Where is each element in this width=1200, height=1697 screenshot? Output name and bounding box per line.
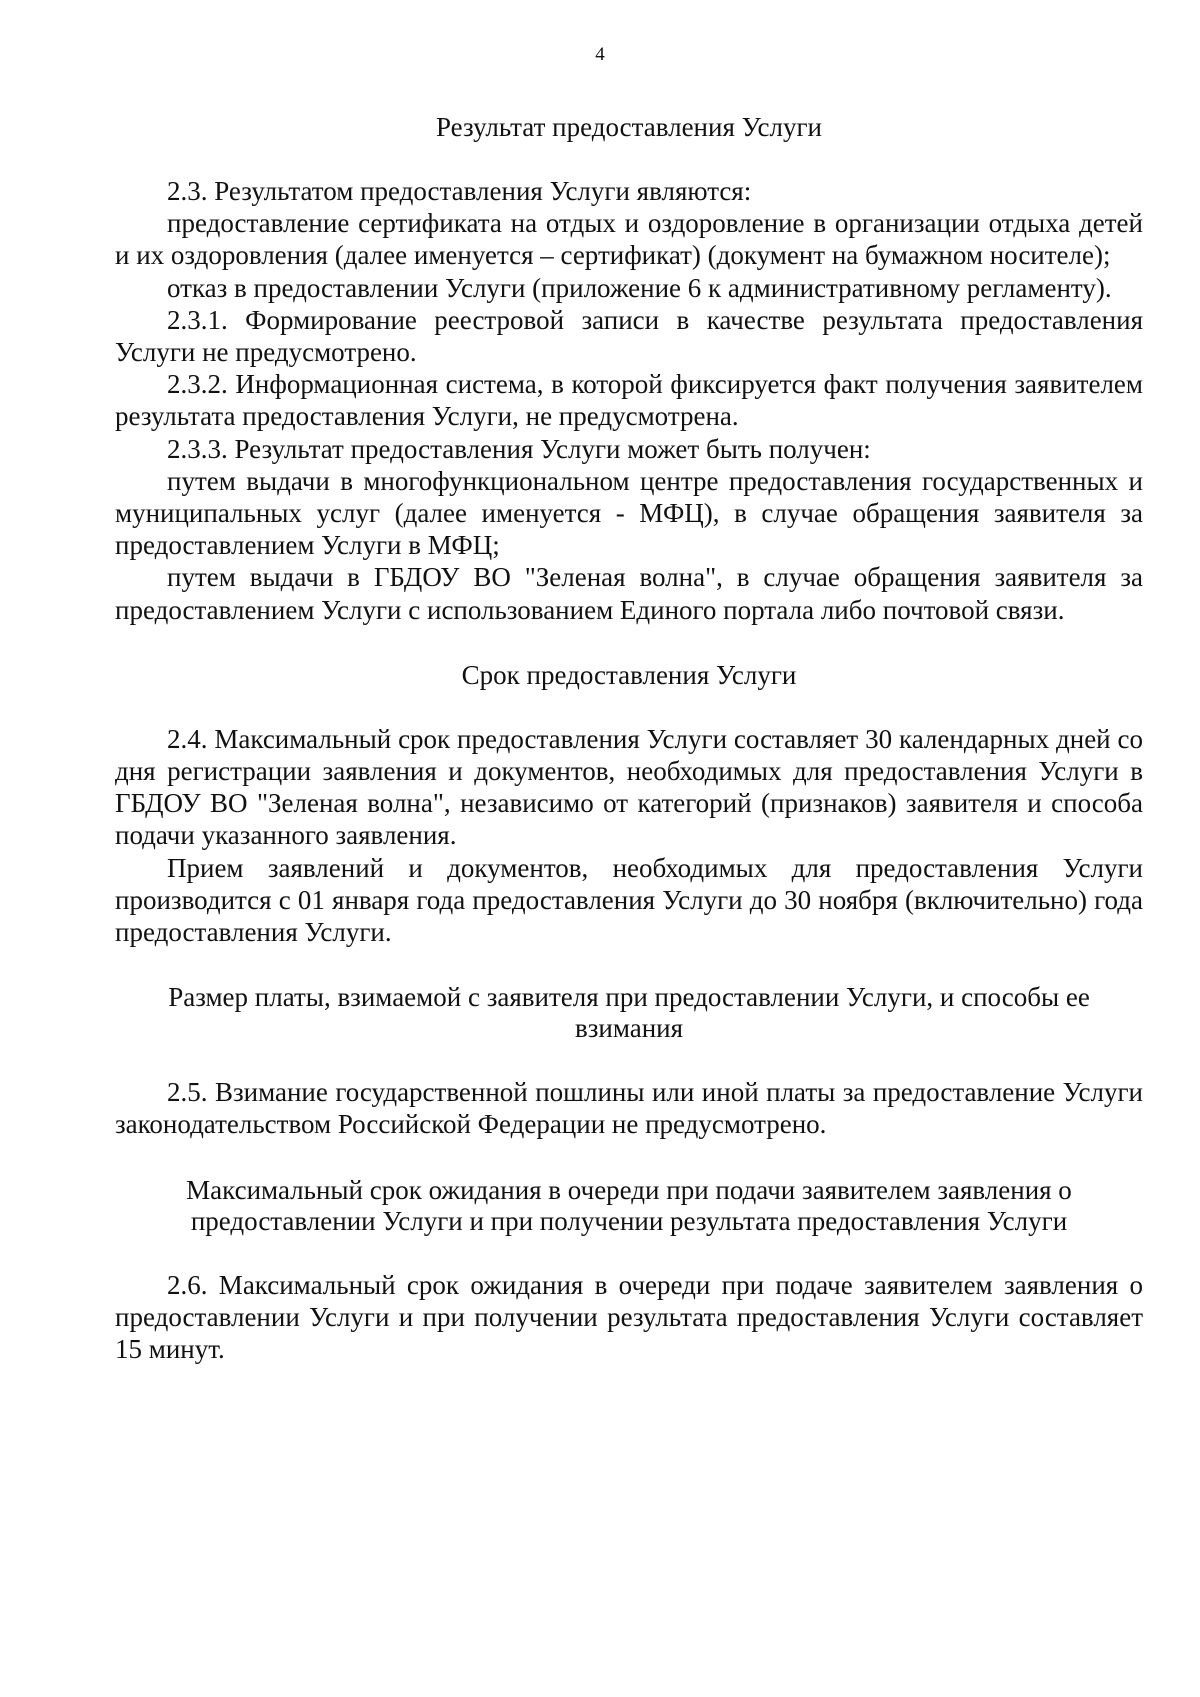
paragraph-2-3-3: 2.3.3. Результат предоставления Услуги может быть получен: <box>167 433 871 464</box>
paragraph-2-4: 2.4. Максимальный срок предоставления Услуги составляет 30 календарных дней со дня регистрации заявления и документов, необходимых для предоставления Услуги в ГБДОУ ВО "Зеленая волна", независимо от категорий (признаков) заявителя и способа подачи указанного заявления. <box>115 723 1143 851</box>
section-heading-term: Срок предоставления Услуги <box>461 659 797 690</box>
section-heading-result: Результат предоставления Услуги <box>436 112 822 142</box>
paragraph-gbdou-delivery: путем выдачи в ГБДОУ ВО "Зеленая волна", в случае обращения заявителя за предоставлением Услуги с использованием Единого портала либо почтовой связи. <box>115 562 1143 625</box>
paragraph-mfc-delivery: путем выдачи в многофункциональном центре предоставления государственных и муниципальных услуг (далее именуется - МФЦ), в случае обращения заявителя за предоставлением Услуги в МФЦ; <box>115 465 1143 561</box>
paragraph-2-3: 2.3. Результатом предоставления Услуги являются: <box>167 176 752 206</box>
section-heading-queue: Максимальный срок ожидания в очереди при подачи заявителем заявления о предоставлении Услуги и при получении результата предоставления Услуги <box>186 1174 1072 1236</box>
paragraph-2-6: 2.6. Максимальный срок ожидания в очереди при подаче заявителем заявления о предоставлении Услуги и при получении результата предоставления Услуги составляет 15 минут. <box>115 1269 1143 1365</box>
paragraph-2-3-1: 2.3.1. Формирование реестровой записи в качестве результата предоставления Услуги не предусмотрено. <box>115 304 1143 368</box>
paragraph-application-period: Прием заявлений и документов, необходимых для предоставления Услуги производится с 01 января года предоставления Услуги до 30 ноября (включительно) года предоставления Услуги. <box>115 852 1143 948</box>
paragraph-certificate: предоставление сертификата на отдых и оздоровление в организации отдыха детей и их оздоровления (далее именуется – сертификат) (документ на бумажном носителе); <box>115 208 1143 271</box>
document-body <box>115 112 1143 1365</box>
page-number: 4 <box>595 44 605 65</box>
paragraph-refusal: отказ в предоставлении Услуги (приложение 6 к административному регламенту). <box>167 272 1112 303</box>
paragraph-2-3-2: 2.3.2. Информационная система, в которой фиксируется факт получения заявителем результата предоставления Услуги, не предусмотрена. <box>115 369 1143 432</box>
section-heading-fee: Размер платы, взимаемой с заявителя при предоставлении Услуги, и способы ее взимания <box>168 982 1090 1044</box>
paragraph-2-5: 2.5. Взимание государственной пошлины или иной платы за предоставление Услуги законодательством Российской Федерации не предусмотрено. <box>115 1077 1143 1140</box>
